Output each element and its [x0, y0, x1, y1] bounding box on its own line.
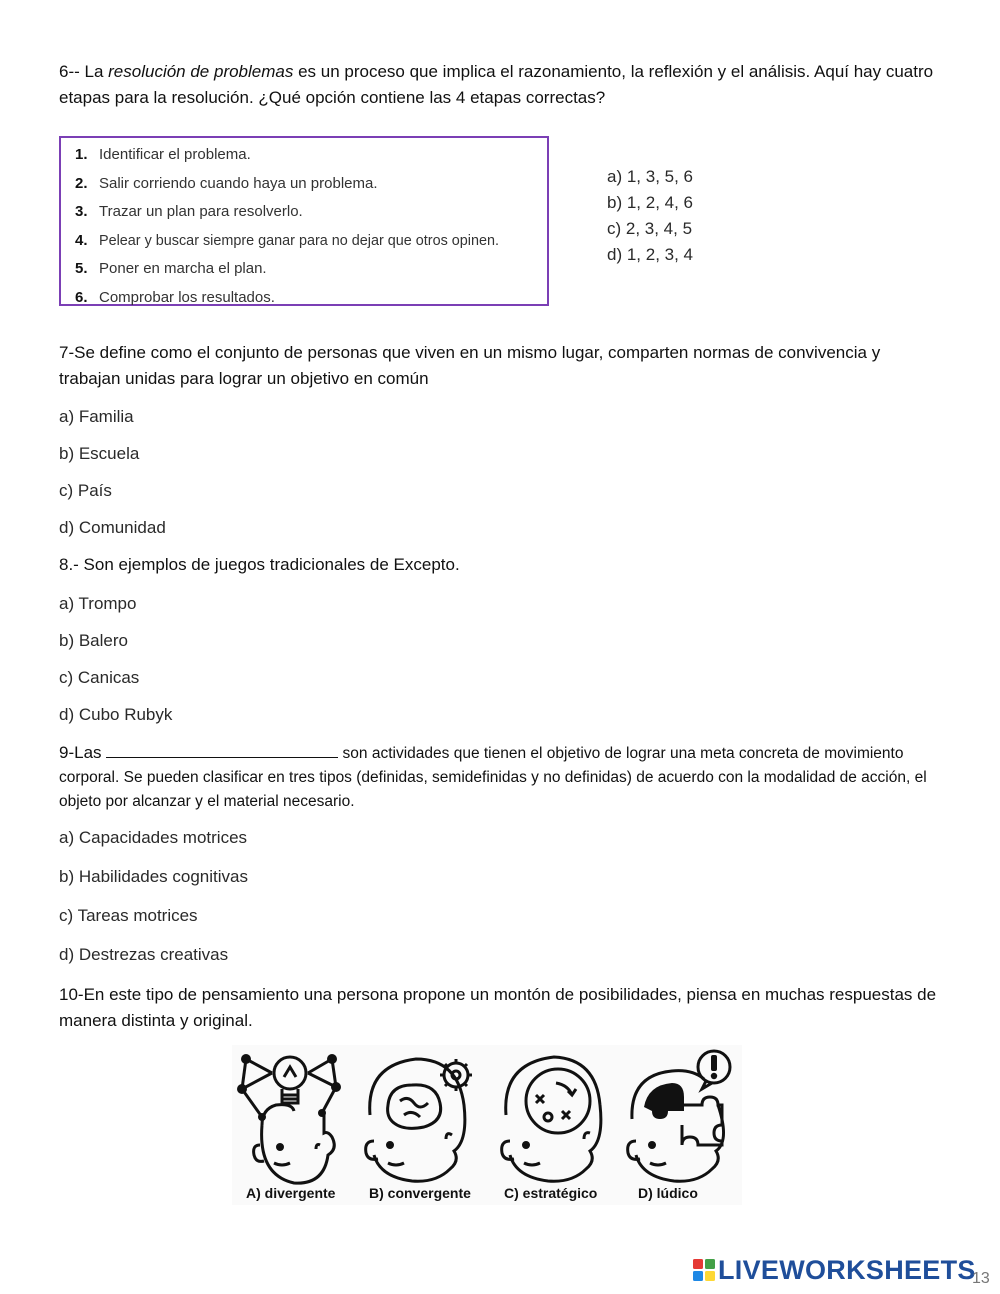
playful-head-icon: [622, 1045, 740, 1185]
question-9-lead: 9-Las: [59, 743, 107, 762]
page-number: 13: [972, 1270, 990, 1287]
option-d[interactable]: d) Cubo Rubyk: [59, 705, 173, 724]
option-c[interactable]: c) País: [59, 481, 112, 500]
step-item: [75, 256, 547, 285]
liveworksheets-logo: [692, 1255, 976, 1285]
step-number: 3.: [75, 203, 88, 220]
liveworksheets-mark-icon: [692, 1258, 716, 1282]
option-d[interactable]: d) 1, 2, 3, 4: [607, 245, 693, 264]
question-10: 10-En este tipo de pensamiento una persona propone un montón de posibilidades, piensa en muchas respuestas de manera distinta y original.: [59, 985, 937, 1030]
caption-convergent: B) convergente: [369, 1185, 471, 1201]
question-9: [59, 741, 949, 814]
option-c[interactable]: c) 2, 3, 4, 5: [607, 219, 693, 238]
answer-blank[interactable]: [106, 741, 338, 758]
option-c[interactable]: c) Tareas motrices: [59, 906, 198, 925]
step-number: 1.: [75, 146, 88, 163]
question-9-text: son actividades que tienen el objetivo de lograr una meta concreta de movimiento corporal. Se pueden clasificar en tres tipos (definidas, semidefinidas y no definidas) de acuerdo con la modalidad de acción, el objeto por alcanzar y el material necesario.: [59, 745, 927, 810]
thinking-types-figure: [232, 1045, 742, 1205]
question-6: [59, 59, 939, 111]
option-d[interactable]: d) Comunidad: [59, 518, 166, 537]
step-item: [75, 199, 547, 228]
brand-name: LIVEWORKSHEETS: [718, 1254, 976, 1285]
step-number: 5.: [75, 260, 88, 277]
steps-box: [59, 136, 549, 306]
strategic-head-icon: [496, 1045, 614, 1185]
caption-playful: D) lúdico: [638, 1185, 698, 1201]
option-a[interactable]: a) 1, 3, 5, 6: [607, 167, 693, 186]
option-a[interactable]: a) Capacidades motrices: [59, 828, 248, 847]
divergent-head-icon: [232, 1045, 350, 1185]
option-d[interactable]: d) Destrezas creativas: [59, 945, 229, 964]
question-6-emphasis: resolución de problemas: [108, 62, 294, 81]
question-6-lead: 6-- La: [59, 62, 109, 81]
option-a[interactable]: a) Trompo: [59, 594, 137, 613]
step-text: Poner en marcha el plan.: [99, 260, 267, 277]
option-c[interactable]: c) Canicas: [59, 668, 140, 687]
step-item: [75, 285, 547, 314]
option-b[interactable]: b) Balero: [59, 631, 128, 650]
question-8: 8.- Son ejemplos de juegos tradicionales de Excepto.: [59, 555, 460, 574]
option-a[interactable]: a) Familia: [59, 407, 134, 426]
step-text: Trazar un plan para resolverlo.: [99, 203, 303, 220]
step-text: Comprobar los resultados.: [99, 288, 275, 306]
step-number: 2.: [75, 174, 88, 192]
option-b[interactable]: b) Habilidades cognitivas: [59, 867, 248, 886]
question-6-options: [607, 164, 693, 268]
step-text: Salir corriendo cuando haya un problema.: [99, 174, 378, 192]
step-item: [75, 171, 547, 200]
caption-divergent: A) divergente: [246, 1185, 336, 1201]
option-b[interactable]: b) Escuela: [59, 444, 140, 463]
question-6-text: es un proceso que implica el razonamiento, la reflexión y el análisis. Aquí hay cuatro etapas para la resolución. ¿Qué opción contiene las 4 etapas correctas?: [59, 62, 934, 107]
step-item: [75, 228, 547, 257]
step-text: Identificar el problema.: [99, 146, 251, 163]
option-b[interactable]: b) 1, 2, 4, 6: [607, 193, 693, 212]
step-item: [75, 142, 547, 171]
step-text: Pelear y buscar siempre ganar para no dejar que otros opinen.: [99, 232, 499, 249]
convergent-head-icon: [360, 1045, 478, 1185]
step-number: 6.: [75, 288, 88, 306]
step-number: 4.: [75, 231, 88, 249]
caption-strategic: C) estratégico: [504, 1185, 598, 1201]
question-7: 7-Se define como el conjunto de personas que viven en un mismo lugar, comparten normas de convivencia y trabajan unidas para lograr un objetivo en común: [59, 343, 881, 388]
